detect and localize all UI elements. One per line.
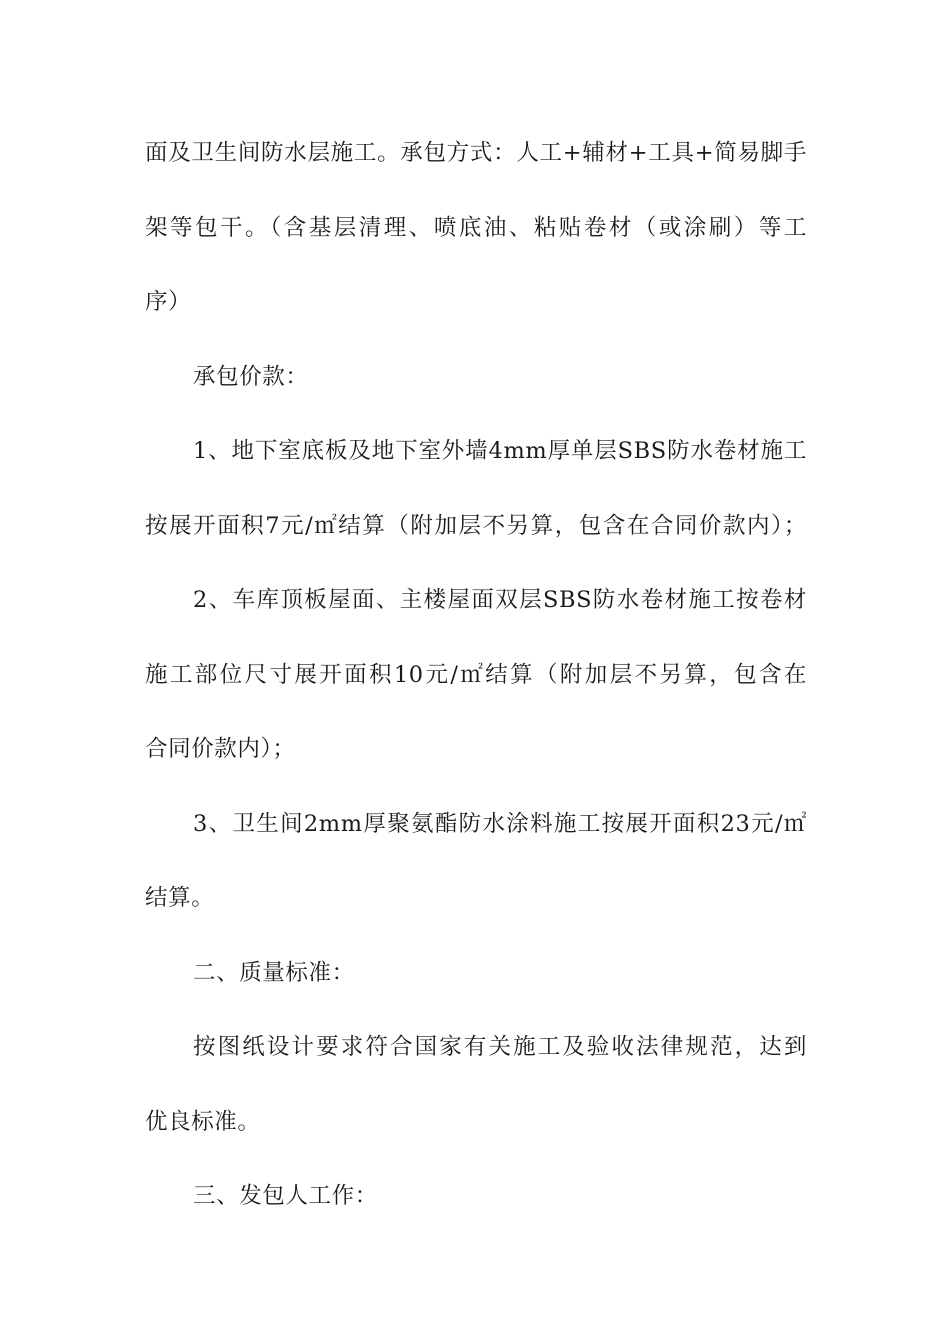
paragraph-line: 架等包干。（含基层清理、喷底油、粘贴卷材（或涂刷）等工 xyxy=(145,214,807,241)
section-label-payment: 承包价款： xyxy=(193,363,309,390)
quality-paragraph: 按图纸设计要求符合国家有关施工及验收法律规范，达到 xyxy=(193,1034,807,1060)
list-item-3: 3、卫生间2mm厚聚氨酯防水涂料施工按展开面积23元/㎡ xyxy=(193,810,807,837)
list-item-3-end: 结算。 xyxy=(145,885,215,911)
paragraph-line: 面及卫生间防水层施工。承包方式：人工+辅材+工具+简易脚手 xyxy=(145,140,807,166)
list-item-2-continued: 施工部位尺寸展开面积10元/㎡结算（附加层不另算，包含在 xyxy=(145,661,807,688)
section-heading-quality: 二、质量标准： xyxy=(193,959,355,986)
list-item-1-continued: 按展开面积7元/㎡结算（附加层不另算，包含在合同价款内）； xyxy=(145,512,807,539)
list-item-2-end: 合同价款内）； xyxy=(145,736,296,762)
section-heading-employer-work: 三、发包人工作： xyxy=(193,1183,378,1209)
paragraph-line: 序） xyxy=(145,289,192,315)
list-item-2: 2、车库顶板屋面、主楼屋面双层SBS防水卷材施工按卷材 xyxy=(193,587,807,613)
list-item-1: 1、地下室底板及地下室外墙4mm厚单层SBS防水卷材施工 xyxy=(193,438,807,464)
document-body xyxy=(145,116,807,1234)
quality-paragraph-end: 优良标准。 xyxy=(145,1108,261,1135)
